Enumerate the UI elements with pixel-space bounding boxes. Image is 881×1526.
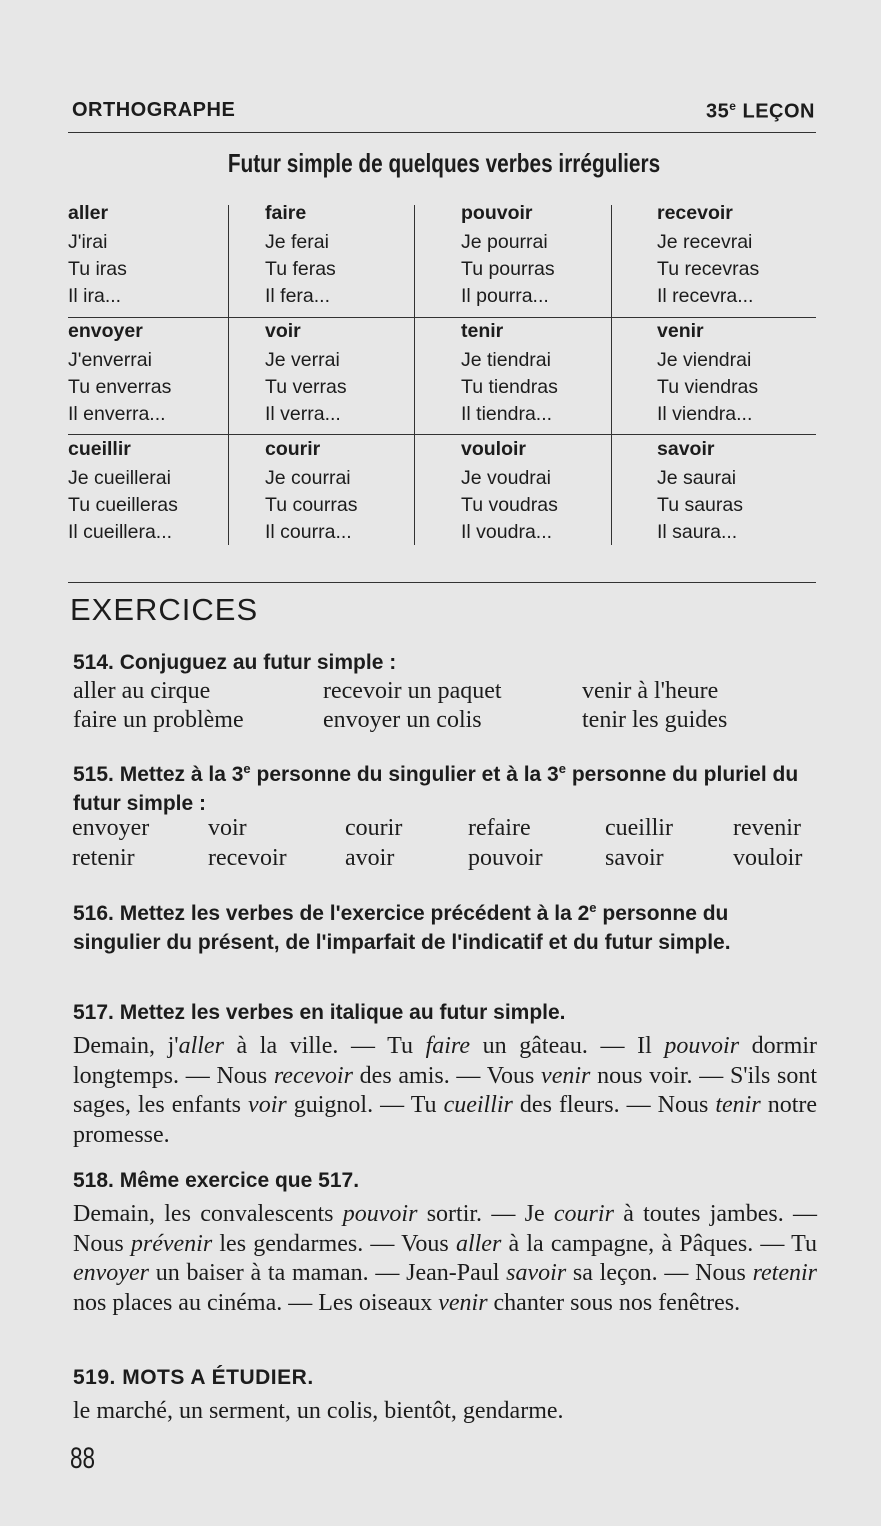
verb-cell: [461, 318, 558, 428]
text-run: guignol. — Tu: [286, 1092, 444, 1118]
verb-infinitive: pouvoir: [461, 202, 533, 224]
verb-cell: [68, 200, 127, 310]
verb-form: Tu courras: [265, 494, 358, 516]
text-run: Demain, j': [73, 1033, 179, 1059]
exercise-item: tenir les guides: [582, 707, 728, 733]
verb-form: Tu tiendras: [461, 376, 558, 398]
verb-cell: [265, 318, 347, 428]
verb-cell: [461, 200, 555, 310]
text-run: des fleurs. — Nous: [512, 1092, 716, 1118]
verb-infinitive: savoir: [657, 438, 715, 460]
verb-infinitive: voir: [265, 320, 301, 342]
italic-verb: recevoir: [273, 1062, 353, 1089]
title-part: personne du singulier et à la 3: [250, 763, 559, 786]
table-divider: [414, 205, 415, 545]
exercise-item: avoir: [345, 845, 395, 871]
verb-form: Tu pourras: [461, 258, 555, 280]
verb-table: [68, 200, 816, 550]
exercise-517-title: 517. Mettez les verbes en italique au futur simple.: [73, 1001, 566, 1024]
verb-cell: [657, 200, 759, 310]
exercise-item: pouvoir: [468, 845, 543, 871]
exercise-518-text: [73, 1200, 817, 1318]
verb-cell: [461, 436, 558, 546]
exercise-item: vouloir: [733, 845, 803, 871]
italic-verb: retenir: [752, 1260, 817, 1286]
verb-form: Je saurai: [657, 467, 737, 489]
verb-form: Je pourrai: [461, 231, 548, 253]
exercise-item: recevoir un paquet: [323, 678, 502, 704]
text-run: Demain, les convalescents: [73, 1201, 343, 1227]
verb-form: Tu feras: [265, 258, 336, 280]
italic-verb: pouvoir: [342, 1201, 418, 1227]
text-run: sortir. — Je: [417, 1201, 554, 1227]
exercise-item: refaire: [468, 815, 531, 841]
exercise-item: revenir: [733, 815, 801, 841]
verb-form: Tu voudras: [461, 494, 558, 516]
verb-infinitive: recevoir: [657, 202, 733, 224]
exercise-item: courir: [345, 815, 403, 841]
text-run: chanter sous nos fenêtres.: [487, 1289, 741, 1316]
exercise-item: venir à l'heure: [582, 678, 719, 704]
verb-form: Tu viendras: [657, 376, 759, 398]
verb-cell: [265, 200, 336, 310]
italic-verb: aller: [178, 1033, 224, 1059]
page-number: 88: [70, 1442, 96, 1475]
table-divider: [611, 205, 612, 545]
italic-verb: voir: [248, 1092, 287, 1118]
verb-form: Il pourra...: [461, 285, 549, 307]
exercise-518-title: 518. Même exercice que 517.: [73, 1169, 360, 1192]
verb-cell: [657, 436, 743, 546]
italic-verb: prévenir: [130, 1230, 213, 1257]
verb-infinitive: courir: [265, 438, 321, 460]
exercise-514-title: 514. Conjuguez au futur simple :: [73, 651, 397, 674]
exercise-item: savoir: [605, 845, 664, 871]
verb-form: Il fera...: [265, 285, 331, 307]
exercise-519-title: 519. MOTS A ÉTUDIER.: [73, 1366, 314, 1389]
verb-infinitive: faire: [265, 202, 307, 224]
exercise-item: envoyer: [72, 815, 150, 841]
text-run: nous voir. — S'ils sont sages, les enfants: [73, 1062, 818, 1118]
italic-verb: envoyer: [73, 1260, 149, 1286]
verb-infinitive: cueillir: [68, 438, 131, 460]
verb-form: Il tiendra...: [461, 403, 553, 425]
exercise-item: aller au cirque: [73, 678, 211, 704]
text-run: les gendarmes. — Vous: [212, 1230, 456, 1257]
verb-form: Je ferai: [265, 231, 329, 253]
exercise-item: faire un problème: [73, 707, 244, 733]
verb-form: Il enverra...: [68, 403, 166, 425]
section-label: ORTHOGRAPHE: [72, 99, 236, 121]
verb-form: J'enverrai: [68, 349, 152, 371]
title-part: 515. Mettez à la 3: [73, 763, 244, 786]
text-run: à la campagne, à Pâques. — Tu: [501, 1230, 817, 1257]
text-run: un baiser à ta maman. — Jean-Paul: [148, 1260, 507, 1286]
title-sup: e: [558, 761, 566, 776]
exercise-519-text: le marché, un serment, un colis, bientôt, gendarme.: [73, 1398, 564, 1424]
exercise-item: retenir: [72, 845, 135, 871]
title-sup: e: [243, 761, 251, 776]
verb-cell: [265, 436, 357, 546]
verb-form: Je cueillerai: [68, 467, 171, 489]
verb-form: Il verra...: [265, 403, 341, 425]
verb-cell: [657, 318, 758, 428]
verb-form: Je tiendrai: [461, 349, 551, 371]
italic-verb: aller: [455, 1230, 502, 1257]
verb-form: Je recevrai: [657, 231, 753, 253]
verb-infinitive: tenir: [461, 320, 504, 342]
lesson-label: [706, 99, 815, 124]
title-part: personne du singulier du présent, de l'imparfait de l'indicatif et du futur simple.: [73, 902, 731, 954]
italic-verb: venir: [541, 1062, 591, 1089]
verb-form: Tu verras: [265, 376, 347, 398]
text-run: des amis. — Vous: [352, 1062, 542, 1089]
text-run: un gâteau. — Il: [470, 1033, 665, 1059]
text-run: à la ville. — Tu: [223, 1033, 426, 1059]
title-part: personne du pluriel du futur simple :: [73, 763, 799, 815]
section-rule: [68, 582, 816, 583]
verb-form: Il viendra...: [657, 403, 753, 425]
italic-verb: savoir: [506, 1260, 567, 1286]
verb-infinitive: vouloir: [461, 438, 527, 460]
italic-verb: tenir: [715, 1092, 761, 1118]
italic-verb: venir: [438, 1289, 488, 1316]
text-run: nos places au cinéma. — Les oiseaux: [73, 1289, 439, 1316]
table-divider: [228, 205, 229, 545]
italic-verb: courir: [553, 1201, 614, 1227]
verb-form: Tu sauras: [657, 494, 743, 516]
text-run: à toutes jambes. — Nous: [73, 1201, 817, 1257]
italic-verb: cueillir: [443, 1092, 513, 1118]
exercise-item: envoyer un colis: [323, 707, 482, 733]
verb-cell: [68, 436, 178, 546]
header-rule: [68, 132, 816, 133]
exercise-517-text: [73, 1032, 817, 1150]
verb-form: Il saura...: [657, 521, 738, 543]
text-run: dormir longtemps. — Nous: [73, 1033, 817, 1089]
exercise-515-title: [73, 754, 817, 818]
exercise-item: cueillir: [605, 815, 673, 841]
verb-form: Tu enverras: [68, 376, 172, 398]
exercices-heading: EXERCICES: [70, 592, 259, 627]
lesson-word: LEÇON: [742, 100, 815, 123]
italic-verb: pouvoir: [664, 1033, 740, 1059]
lesson-number: 35: [706, 100, 730, 123]
exercise-item: recevoir: [208, 845, 287, 871]
verb-form: Je voudrai: [461, 467, 551, 489]
title-part: 516. Mettez les verbes de l'exercice précédent à la 2: [73, 902, 590, 925]
text-run: sa leçon. — Nous: [566, 1260, 753, 1286]
verb-form: Il recevra...: [657, 285, 754, 307]
verb-form: Tu iras: [68, 258, 127, 280]
text-run: notre promesse.: [73, 1092, 818, 1148]
verb-form: Il cueillera...: [68, 521, 173, 543]
exercise-516-title: [73, 893, 817, 957]
verb-form: Je courrai: [265, 467, 351, 489]
verb-form: J'irai: [68, 231, 108, 253]
verb-form: Tu recevras: [657, 258, 760, 280]
verb-form: Je verrai: [265, 349, 340, 371]
verb-form: Il courra...: [265, 521, 352, 543]
verb-cell: [68, 318, 171, 428]
verb-infinitive: aller: [68, 202, 109, 224]
verb-form: Il ira...: [68, 285, 122, 307]
verb-form: Tu cueilleras: [68, 494, 178, 516]
verb-form: Il voudra...: [461, 521, 553, 543]
table-divider: [68, 434, 816, 435]
table-title: Futur simple de quelques verbes irréguliers: [227, 148, 661, 178]
italic-verb: faire: [425, 1033, 471, 1059]
exercise-item: voir: [208, 815, 247, 841]
verb-infinitive: envoyer: [68, 320, 143, 342]
lesson-sup: e: [729, 99, 737, 113]
title-sup: e: [589, 900, 597, 915]
verb-form: Je viendrai: [657, 349, 752, 371]
verb-infinitive: venir: [657, 320, 704, 342]
